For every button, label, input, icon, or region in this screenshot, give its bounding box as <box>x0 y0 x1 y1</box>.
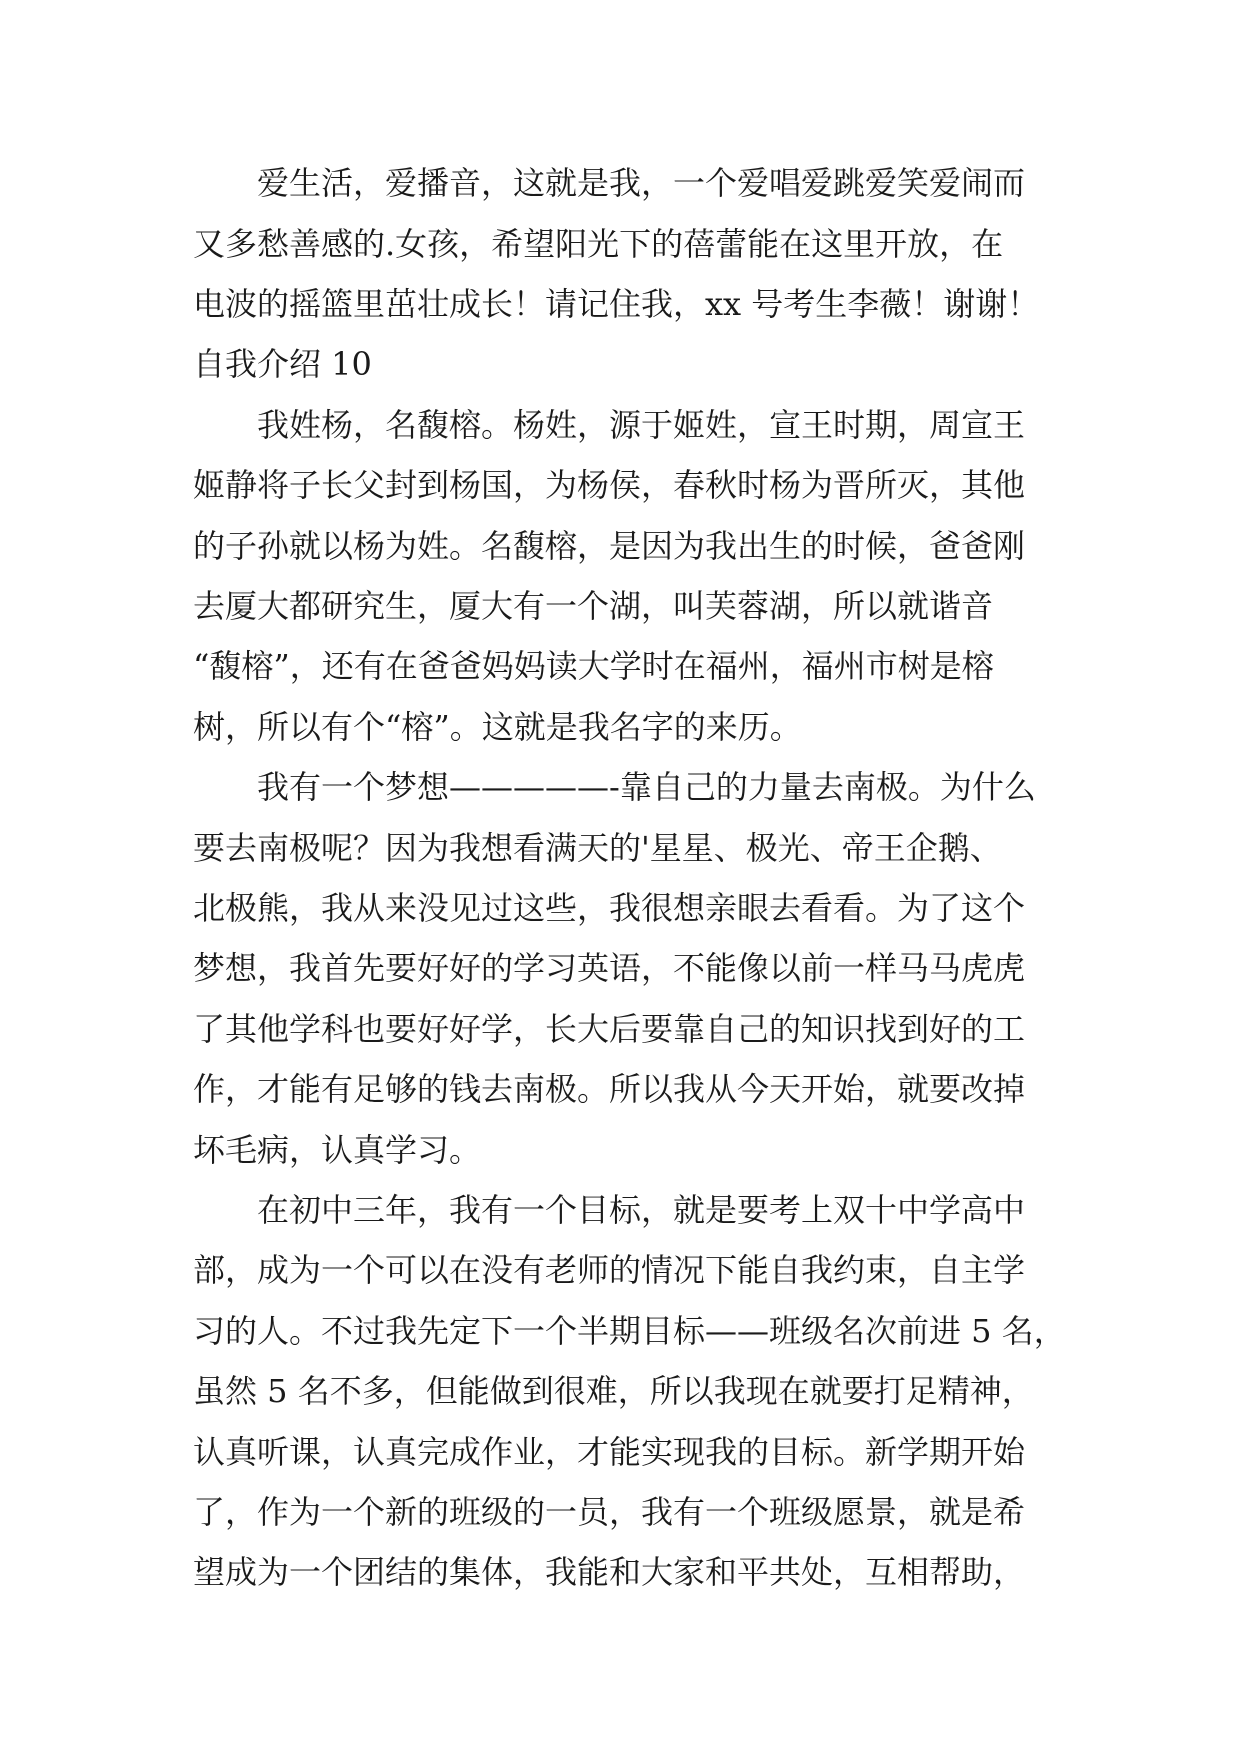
paragraph-3-line-7: 坏毛病，认真学习。 <box>193 1131 482 1169</box>
paragraph-2-line-3: 的子孙就以杨为姓。名馥榕，是因为我出生的时候，爸爸刚 <box>193 527 1026 565</box>
paragraph-3-line-2: 要去南极呢？因为我想看满天的'星星、极光、帝王企鹅、 <box>193 829 1002 867</box>
paragraph-3-line-4: 梦想，我首先要好好的学习英语，不能像以前一样马马虎虎 <box>193 949 1026 987</box>
paragraph-2-line-5: “馥榕”，还有在爸爸妈妈读大学时在福州，福州市树是榕 <box>193 647 994 685</box>
paragraph-4-line-3: 习的人。不过我先定下一个半期目标——班级名次前进 5 名， <box>193 1312 1066 1350</box>
paragraph-2-line-4: 去厦大都研究生，厦大有一个湖，叫芙蓉湖，所以就谐音 <box>193 587 994 625</box>
paragraph-4-line-5: 认真听课，认真完成作业，才能实现我的目标。新学期开始 <box>193 1433 1026 1471</box>
paragraph-4-line-6: 了，作为一个新的班级的一员，我有一个班级愿景，就是希 <box>193 1493 1026 1531</box>
paragraph-2-line-6: 树，所以有个“榕”。这就是我名字的来历。 <box>193 708 802 746</box>
paragraph-3-line-6: 作，才能有足够的钱去南极。所以我从今天开始，就要改掉 <box>193 1070 1026 1108</box>
paragraph-1-line-3: 电波的摇篮里茁壮成长！请记住我，xx 号考生李薇！谢谢！ <box>193 285 1040 323</box>
paragraph-4-line-4: 虽然 5 名不多，但能做到很难，所以我现在就要打足精神， <box>193 1372 1034 1410</box>
paragraph-4-line-7: 望成为一个团结的集体，我能和大家和平共处，互相帮助， <box>193 1553 1026 1591</box>
section-heading: 自我介绍 10 <box>193 345 372 383</box>
paragraph-2-line-1: 我姓杨，名馥榕。杨姓，源于姬姓，宣王时期，周宣王 <box>257 406 1026 444</box>
paragraph-1-line-2: 又多愁善感的.女孩，希望阳光下的蓓蕾能在这里开放，在 <box>193 225 1004 263</box>
paragraph-2-line-2: 姬静将子长父封到杨国，为杨侯，春秋时杨为晋所灭，其他 <box>193 466 1026 504</box>
paragraph-3-line-3: 北极熊，我从来没见过这些，我很想亲眼去看看。为了这个 <box>193 889 1026 927</box>
paragraph-4-line-2: 部，成为一个可以在没有老师的情况下能自我约束，自主学 <box>193 1251 1026 1289</box>
paragraph-3-line-5: 了其他学科也要好好学，长大后要靠自己的知识找到好的工 <box>193 1010 1026 1048</box>
paragraph-1-line-1: 爱生活，爱播音，这就是我，一个爱唱爱跳爱笑爱闹而 <box>257 164 1026 202</box>
paragraph-3-line-1: 我有一个梦想—————-靠自己的力量去南极。为什么 <box>257 768 1036 806</box>
paragraph-4-line-1: 在初中三年，我有一个目标，就是要考上双十中学高中 <box>257 1191 1026 1229</box>
